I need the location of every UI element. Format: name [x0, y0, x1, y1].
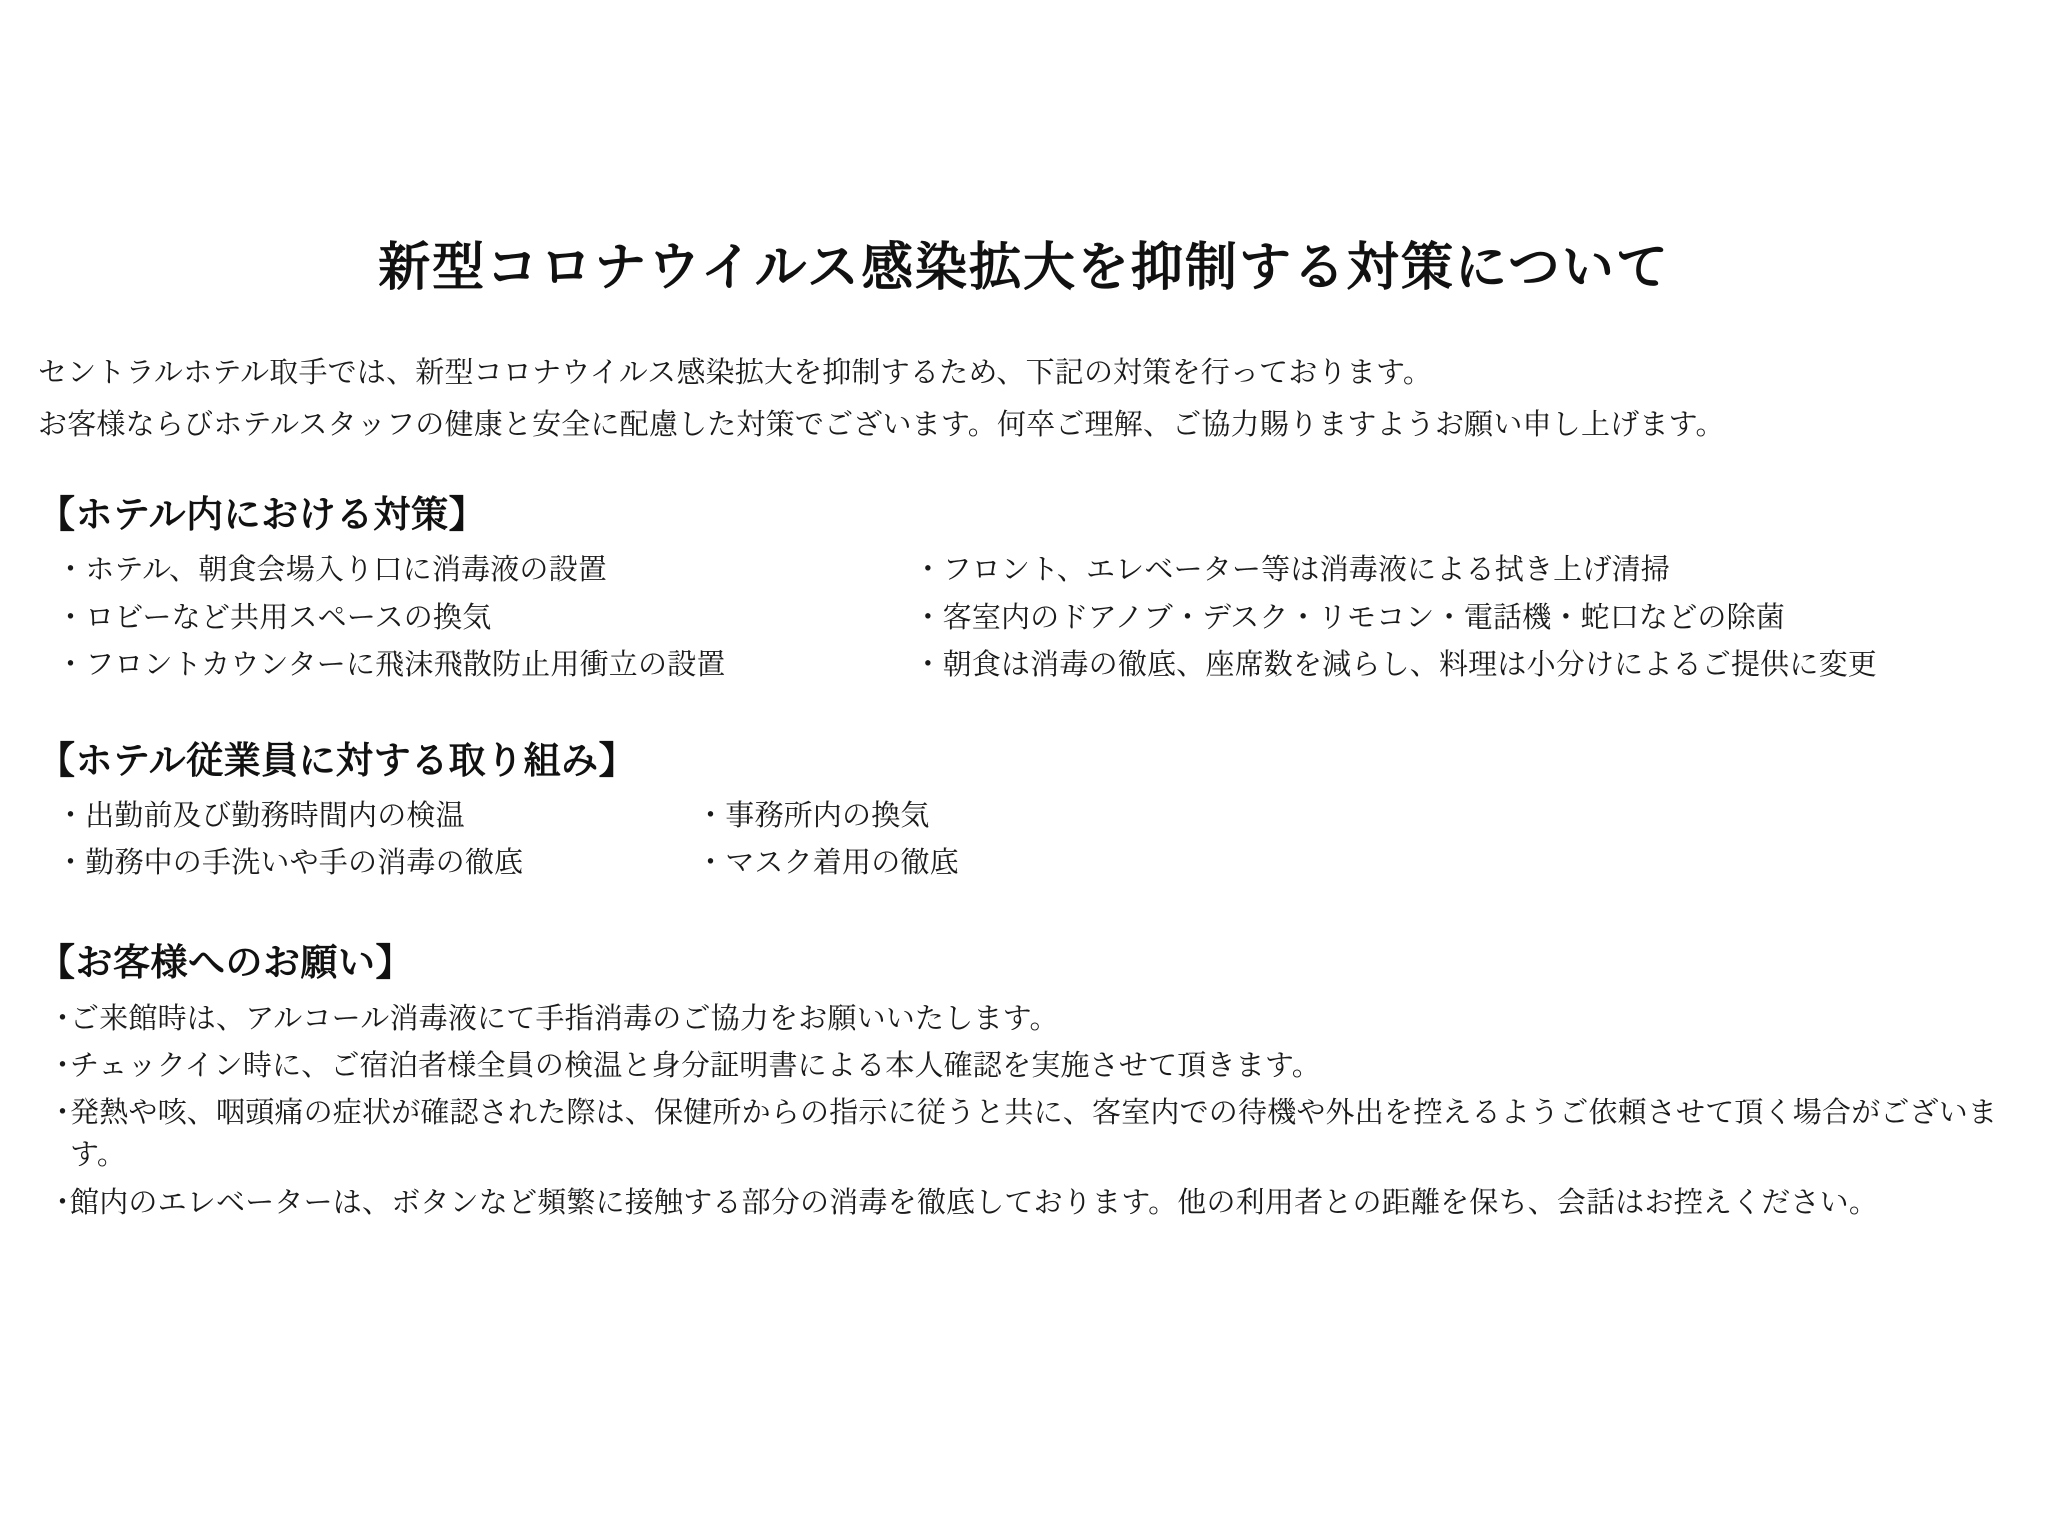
list-item-text: ご来館時は、アルコール消毒液にて手指消毒のご協力をお願いいたします。 [70, 1003, 1059, 1036]
staff-measures-columns [38, 796, 2010, 890]
intro-line-1: セントラルホテル取手では、新型コロナウイルス感染拡大を抑制するため、下記の対策を行っております。 [38, 357, 1433, 390]
guest-requests-list [38, 998, 2010, 1223]
list-item: ・朝食は消毒の徹底、座席数を減らし、料理は小分けによるご提供に変更 [913, 648, 1877, 681]
list-item: ・ホテル、朝食会場入り口に消毒液の設置 [56, 554, 608, 587]
list-item: ・客室内のドアノブ・デスク・リモコン・電話機・蛇口などの除菌 [913, 601, 1786, 634]
bullet-mark-icon: ・ [48, 1050, 78, 1083]
list-item [48, 1045, 2010, 1087]
staff-measures-left-column [56, 796, 696, 890]
section-heading-staff: 【ホテル従業員に対する取り組み】 [38, 741, 637, 782]
list-item-text: チェックイン時に、ご宿泊者様全員の検温と身分証明書による本人確認を実施させて頂きます。 [70, 1050, 1321, 1083]
list-item: ・マスク着用の徹底 [696, 847, 959, 880]
list-item [48, 1092, 2010, 1176]
list-item: ・勤務中の手洗いや手の消毒の徹底 [56, 847, 524, 880]
bullet-mark-icon: ・ [48, 1097, 78, 1130]
hotel-measures-columns [38, 550, 2010, 692]
list-item [48, 1182, 2010, 1224]
list-item: ・出勤前及び勤務時間内の検温 [56, 800, 465, 832]
list-item [48, 998, 2010, 1040]
section-guest-requests [30, 932, 2018, 1223]
intro-paragraph [30, 352, 2018, 446]
hotel-measures-right-column [913, 550, 2010, 692]
hotel-measures-left-column [56, 550, 913, 692]
list-item: ・事務所内の換気 [696, 800, 930, 832]
list-item-text: 館内のエレベーターは、ボタンなど頻繁に接触する部分の消毒を徹底しております。他の利用者との距離を保ち、会話はお控えください。 [70, 1186, 1879, 1219]
list-item: ・フロント、エレベーター等は消毒液による拭き上げ清掃 [913, 554, 1670, 587]
list-item: ・ロビーなど共用スペースの換気 [56, 601, 492, 634]
intro-line-2: お客様ならびホテルスタッフの健康と安全に配慮した対策でございます。何卒ご理解、ご協力賜りますようお願い申し上げます。 [38, 409, 1725, 442]
bullet-mark-icon: ・ [48, 1186, 78, 1219]
section-heading-guest: 【お客様へのお願い】 [38, 943, 413, 985]
section-heading-hotel: 【ホテル内における対策】 [38, 495, 487, 537]
list-item-text: 発熱や咳、咽頭痛の症状が確認された際は、保健所からの指示に従うと共に、客室内での待機や外出を控えるようご依頼させて頂く場合がございます。 [70, 1097, 1998, 1172]
bullet-mark-icon: ・ [48, 1003, 78, 1036]
section-staff-measures [30, 730, 2018, 890]
section-hotel-measures [30, 484, 2018, 692]
staff-measures-right-column [696, 796, 1296, 890]
list-item: ・フロントカウンターに飛沫飛散防止用衝立の設置 [56, 648, 726, 681]
page-title: 新型コロナウイルス感染拡大を抑制する対策について [378, 240, 1670, 297]
